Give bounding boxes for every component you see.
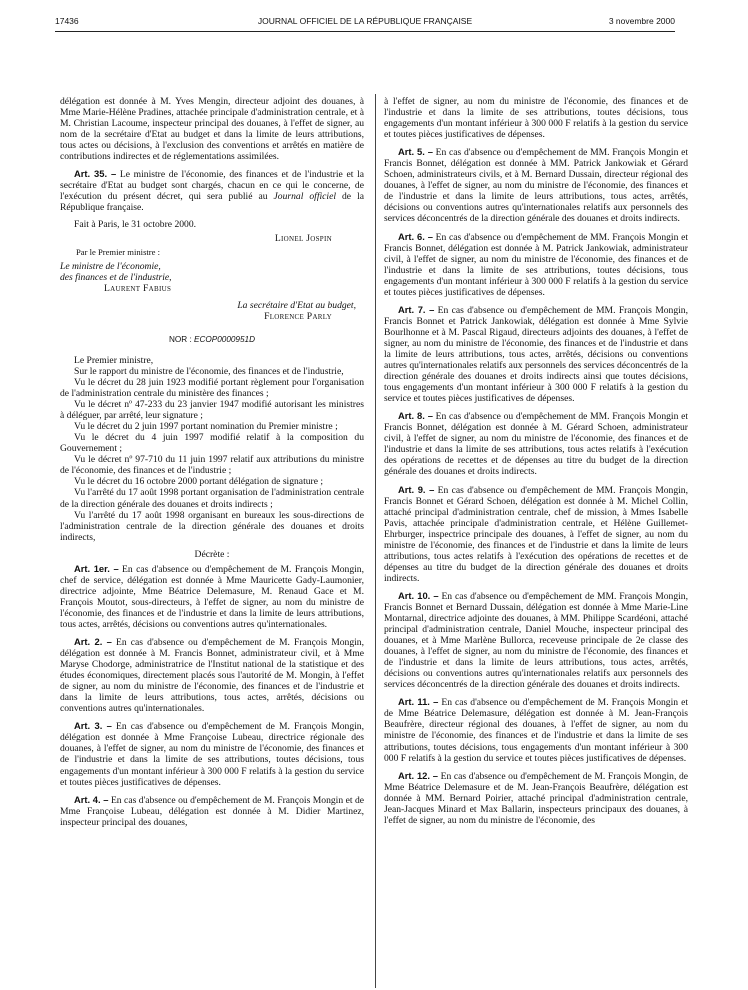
visa-4: Vu le décret du 2 juin 1997 portant nomination du Premier ministre ;: [74, 421, 338, 433]
article-text: En cas d'absence ou d'empêchement de MM. François Mongin et Francis Bonnet, délégation est donnée à MM. Patrick Jankowiak et Gérard Schoen, administrateurs civils, et à M. Bernard Dussain, directeur régional des douanes, à l'effet de signer, au nom du ministre de l'économie, des finances et de l'industrie et dans la limite de leurs attributions, tous actes, arrêtés, décisions ou conventions autres qu'internationales relatifs aux personnels des services déconcentrés de la direction générale des douanes et droits indirects.: [384, 147, 688, 225]
article-1: [60, 563, 364, 630]
article-label: Art. 35. –: [74, 168, 117, 180]
article-11: [384, 696, 688, 763]
article-label: Art. 8. –: [398, 410, 433, 422]
article-label: Art. 6. –: [398, 230, 433, 242]
right-column: [384, 96, 688, 826]
visa-1: Sur le rapport du ministre de l'économie, des finances et de l'industrie,: [74, 365, 344, 377]
article-12: [384, 770, 688, 826]
visa-6: Vu le décret nº 97-710 du 11 juin 1997 relatif aux attributions du ministre de l'économie, des finances et de l'industrie ;: [60, 454, 364, 477]
visa-7: Vu le décret du 16 octobre 2000 portant délégation de signature ;: [74, 476, 324, 488]
visa-2: Vu le décret du 28 juin 1923 modifié portant règlement pour l'organisation de l'administration centrale du ministère des finances ;: [60, 376, 364, 400]
article-label: Art. 7. –: [398, 303, 435, 315]
article-label: Art. 9. –: [398, 483, 435, 495]
article-text: En cas d'absence ou d'empêchement de M. François Mongin, délégation est donnée à Mme Françoise Lubeau, directrice régionale des douanes, à l'effet de signer, au nom du ministre de l'économie, des finances et de l'industrie et dans la limite de ses attributions, toutes décisions, tous engagements d'un montant inférieur à 300 000 F relatifs à la gestion du service et toutes pièces justificatives de dépenses.: [60, 721, 365, 788]
article-text: En cas d'absence ou d'empêchement de MM. François Mongin et Francis Bonnet, délégation est donnée à M. Patrick Jankowiak, administrateur civil, à l'effet de signer, au nom du ministre de l'économie, des finances et de l'industrie et dans la limite de ses attributions, toutes décisions, tous engagements d'un montant inférieur à 300 000 F relatifs à la gestion du service et toutes pièces justificatives de dépenses.: [384, 231, 688, 298]
article-label: Art. 2. –: [74, 636, 112, 648]
visa-5: Vu le décret du 4 juin 1997 modifié relatif à la composition du Gouvernement ;: [60, 432, 364, 455]
article-8: [384, 410, 688, 477]
issue-date: 3 novembre 2000: [608, 16, 675, 26]
column-divider: [375, 94, 376, 988]
secretary-name: Florence Parly: [264, 310, 332, 322]
article-label: Art. 1er. –: [74, 562, 119, 574]
nor-label: NOR :: [168, 334, 195, 344]
minister-title-line1: Le ministre de l'économie,: [60, 260, 161, 272]
page-number: 17436: [55, 16, 79, 26]
decrees-heading: Décrète :: [194, 548, 230, 560]
header-rule: [55, 31, 675, 32]
article-text: En cas d'absence ou d'empêchement de M. François Mongin et de Mme Françoise Lubeau, délégation est donnée à M. Didier Martinez, inspecteur principal des douanes,: [60, 794, 365, 828]
article-9: [384, 484, 688, 584]
signature-block: [60, 233, 364, 322]
article-text: En cas d'absence ou d'empêchement de MM. François Mongin, Francis Bonnet et Patrick Jankowiak, délégation est donnée à Mme Sylvie Bourlhonne et à M. Pascal Rigaud, directeurs adjoints des douanes, à l'effet de signer, au nom du ministre de l'économie, des finances et de l'industrie et dans la limite de leurs attributions, tous actes, arrêtés, décisions ou conventions autres qu'internationales relatifs aux personnels des services déconcentrés de la direction générale des douanes et droits indirects ainsi que toutes décisions, tous engagements d'un montant inférieur à 300 000 F relatifs à la gestion du service et toutes pièces justificatives de dépenses.: [384, 304, 688, 405]
article-text: Le ministre de l'économie, des finances et de l'industrie et la secrétaire d'Etat au budget sont chargés, chacun en ce qui le concerne, de l'exécution du présent décret, qui sera publié au: [60, 169, 364, 203]
article-4: [60, 794, 364, 828]
article-label: Art. 5. –: [398, 146, 433, 158]
minister-title-line2: des finances et de l'industrie,: [60, 271, 172, 283]
article-text: En cas d'absence ou d'empêchement de MM. François Mongin, Francis Bonnet et Bernard Dussain, délégation est donnée à Mme Marie-Line Montarnal, directrice adjointe des douanes, à MM. Philippe Scardéoni, attaché principal d'administration centrale, Daniel Mouche, inspecteur principal des douanes, et à Mme Marlène Bullorca, receveuse principale de 2e classe des douanes, à l'effet de signer, au nom du ministre de l'économie, des finances et de l'industrie et dans la limite de leurs attributions, tous actes, arrêtés, décisions ou conventions autres qu'internationales relatifs aux personnels des services déconcentrés de la direction générale des douanes et droits indirects.: [384, 590, 688, 691]
article-label: Art. 3. –: [74, 720, 112, 732]
journal-title: JOURNAL OFFICIEL DE LA RÉPUBLIQUE FRANÇAISE: [257, 16, 473, 26]
article-text: En cas d'absence ou d'empêchement de M. François Mongin, de Mme Béatrice Delemasure et de M. Jean-François Beaufrère, délégation est donnée à MM. Bernard Poirier, attaché principal d'administration centrale, Jean-Jacques Minard et Max Ballarin, inspecteurs principaux des douanes, à l'effet de signer, au nom du ministre de l'économie, des: [384, 770, 688, 826]
journal-reference: Journal officiel: [273, 191, 337, 203]
article-label: Art. 10. –: [398, 589, 439, 601]
article-3: [60, 720, 364, 787]
article-label: Art. 4. –: [74, 793, 109, 805]
by-prime-minister: Par le Premier ministre :: [76, 246, 161, 257]
visa-9: Vu l'arrêté du 17 août 1998 organisant en bureaux les sous-directions de l'administration centrale de la direction générale des douanes et droits indirects,: [60, 509, 364, 543]
article-label: Art. 12. –: [398, 769, 438, 781]
minister-name: Laurent Fabius: [104, 282, 172, 294]
left-column: [60, 96, 364, 828]
article-35: [60, 168, 364, 213]
paragraph-intro: délégation est donnée à M. Yves Mengin, directeur adjoint des douanes, à Mme Marie-Hélène Pradines, attachée principale d'administration centrale, et à M. Christian Lacoume, inspecteur principal des douanes, à l'effet de signer, au nom de la secrétaire d'Etat au budget et dans la limite de leurs attributions, tous actes ou décisions, à l'exclusion des conventions et arrêtés en matière de contributions indirectes et de réglementations assimilées.: [60, 96, 364, 163]
signatory-prime-minister: Lionel Jospin: [274, 232, 332, 244]
nor-code: ECOP0000951D: [194, 334, 256, 344]
nor-reference: [60, 334, 364, 345]
done-at: Fait à Paris, le 31 octobre 2000.: [74, 219, 197, 231]
article-6: [384, 231, 688, 298]
secretary-title: La secrétaire d'Etat au budget,: [237, 299, 356, 311]
page-header: [55, 16, 675, 30]
article-2: [60, 636, 364, 714]
article-text: En cas d'absence ou d'empêchement de MM. François Mongin et Francis Bonnet, délégation est donnée à M. Gérard Schoen, administrateur civil, à l'effet de signer, au nom du ministre de l'économie, des finances et de l'industrie et dans la limite de ses attributions, tous actes relatifs à l'exécution des opérations de recettes et de dépenses au titre du budget de la direction générale des douanes et droits indirects.: [384, 411, 688, 478]
article-text-end: de la République française.: [60, 191, 364, 214]
article-text: En cas d'absence ou d'empêchement de M. François Mongin, délégation est donnée à M. Francis Bonnet, administrateur civil, et à Mme Maryse Chodorge, administratrice de l'Institut national de la statistique et des études économiques, directement placés sous l'autorité de M. Mongin, à l'effet de signer, au nom du ministre de l'économie, des finances et de l'industrie et dans la limite de leurs attributions, tous actes, arrêtés, décisions ou conventions autres qu'internationales.: [60, 637, 365, 715]
article-7: [384, 304, 688, 404]
article-5: [384, 146, 688, 224]
article-text: En cas d'absence ou d'empêchement de M. François Mongin, chef de service, délégation est donnée à Mme Mauricette Gady-Laumonier, directrice adjointe, Mme Béatrice Delemasure, M. Renaud Gace et M. François Moutot, sous-directeurs, à l'effet de signer, au nom du ministre de l'économie, des finances et de l'industrie et dans la limite de leurs attributions, tous actes, arrêtés, décisions ou conventions autres qu'internationales.: [60, 563, 365, 630]
article-text: En cas d'absence ou d'empêchement de MM. François Mongin, Francis Bonnet et Gérard Schoen, délégation est donnée à M. Michel Collin, attaché principal d'administration centrale, chef de mission, à Mmes Isabelle Pavis, attachée principale d'administration centrale, et Hélène Guillemet-Ehrburger, inspectrice principale des douanes, à l'effet de signer, au nom du ministre de l'économie, des finances et de l'industrie et dans la limite de leurs attributions, tous actes relatifs à l'exécution des opérations de recettes et de dépenses au titre du budget de la direction générale des douanes et droits indirects.: [384, 484, 688, 584]
article-text: En cas d'absence ou d'empêchement de M. François Mongin et de Mme Béatrice Delemasure, délégation est donnée à M. Jean-François Beaufrère, directeur régional des douanes, à l'effet de signer, au nom du ministre de l'économie, des finances et de l'industrie et dans la limite de ses attributions, toutes décisions, tous engagements d'un montant inférieur à 300 000 F relatifs à la gestion du service et toutes pièces justificatives de dépenses.: [384, 697, 688, 764]
article-10: [384, 590, 688, 690]
visa-3: Vu le décret nº 47-233 du 23 janvier 1947 modifié autorisant les ministres à déléguer, par arrêté, leur signature ;: [60, 399, 364, 422]
prime-minister-line: Le Premier ministre,: [74, 354, 154, 366]
article-label: Art. 11. –: [398, 696, 439, 708]
visa-8: Vu l'arrêté du 17 août 1998 portant organisation de l'administration centrale de la direction générale des douanes et droits indirects ;: [60, 487, 364, 510]
paragraph-continued: à l'effet de signer, au nom du ministre de l'économie, des finances et de l'industrie et dans la limite de ses attributions, toutes décisions, tous engagements d'un montant inférieur à 300 000 F relatifs à la gestion du service et toutes pièces justificatives de dépenses.: [384, 96, 688, 141]
